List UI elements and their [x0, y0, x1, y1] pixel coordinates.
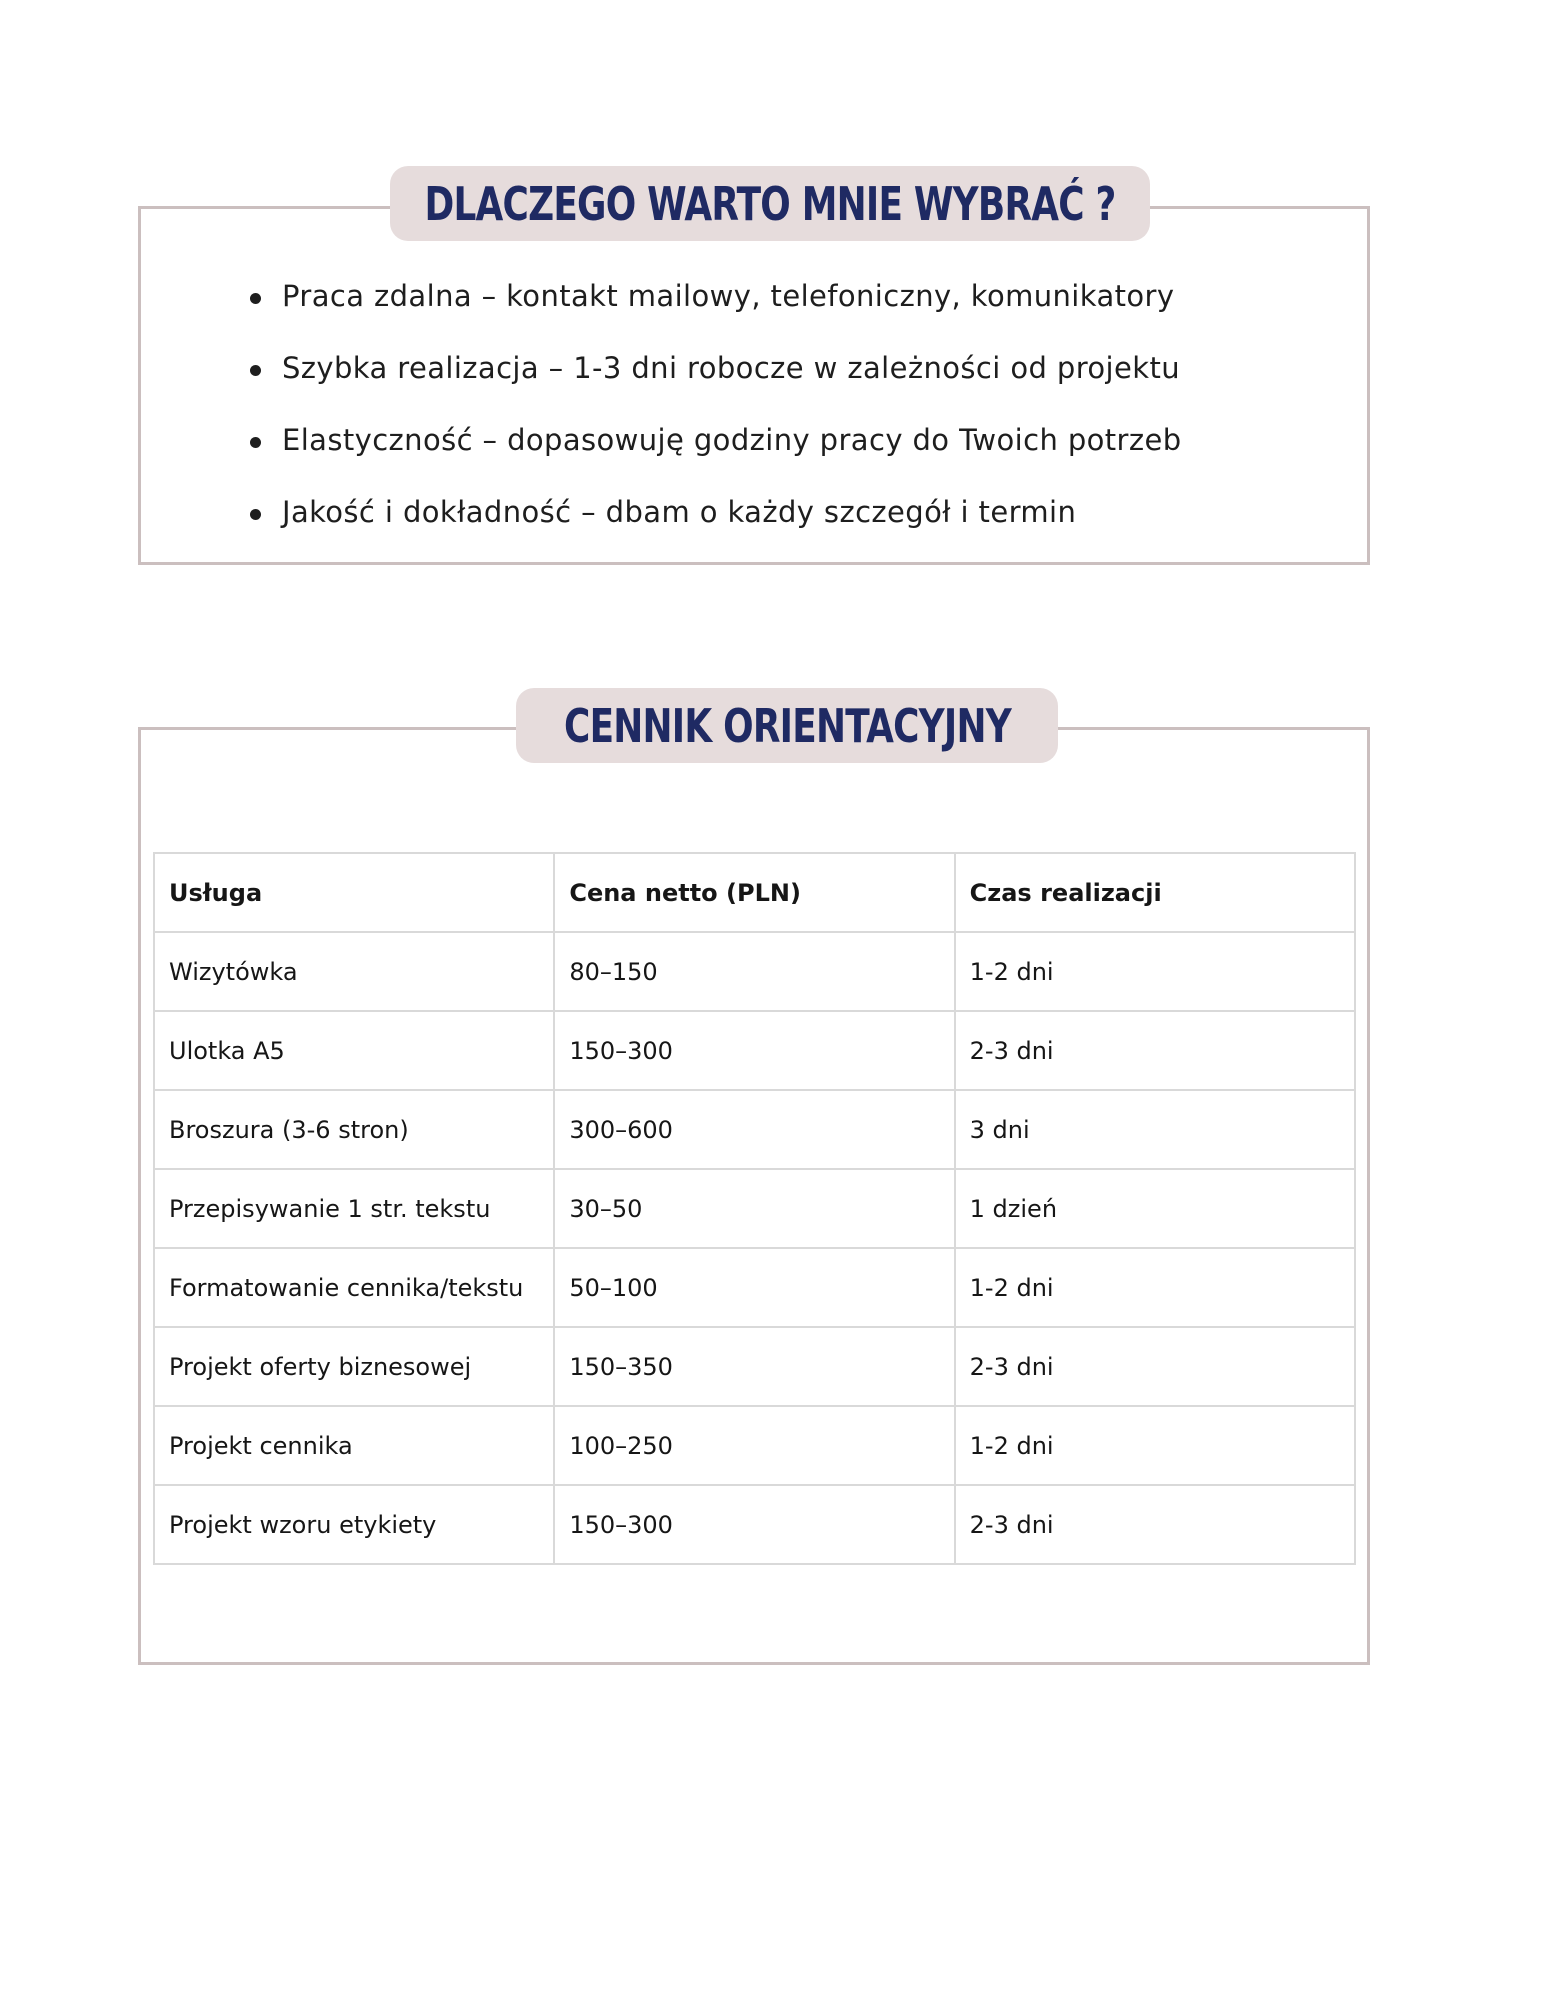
cell-time: 2-3 dni	[955, 1011, 1355, 1090]
table-row	[154, 1406, 1355, 1485]
why-list-item	[242, 482, 1182, 554]
why-section-title-text: DLACZEGO WARTO MNIE WYBRAĆ ?	[424, 176, 1116, 231]
why-list	[242, 266, 1182, 554]
cell-service: Formatowanie cennika/tekstu	[154, 1248, 554, 1327]
table-row	[154, 932, 1355, 1011]
why-item-text: Szybka realizacja – 1-3 dni robocze w zależności od projektu	[282, 351, 1180, 385]
header-service: Usługa	[154, 853, 554, 932]
why-list-item	[242, 338, 1182, 410]
cell-time: 1 dzień	[955, 1169, 1355, 1248]
why-list-item	[242, 266, 1182, 338]
table-header-row	[154, 853, 1355, 932]
cell-price: 30–50	[554, 1169, 954, 1248]
table-row	[154, 1169, 1355, 1248]
cell-service: Projekt wzoru etykiety	[154, 1485, 554, 1564]
table-row	[154, 1327, 1355, 1406]
table-row	[154, 1011, 1355, 1090]
bullet-icon	[250, 365, 261, 376]
price-section-title	[516, 688, 1058, 763]
price-section-title-text: CENNIK ORIENTACYJNY	[563, 698, 1011, 753]
cell-time: 1-2 dni	[955, 1248, 1355, 1327]
why-item-text: Praca zdalna – kontakt mailowy, telefoniczny, komunikatory	[282, 279, 1175, 313]
table-row	[154, 1090, 1355, 1169]
cell-service: Projekt cennika	[154, 1406, 554, 1485]
cell-time: 1-2 dni	[955, 1406, 1355, 1485]
cell-price: 150–300	[554, 1485, 954, 1564]
header-price: Cena netto (PLN)	[554, 853, 954, 932]
cell-price: 100–250	[554, 1406, 954, 1485]
cell-price: 150–350	[554, 1327, 954, 1406]
cell-price: 300–600	[554, 1090, 954, 1169]
cell-service: Wizytówka	[154, 932, 554, 1011]
cell-price: 150–300	[554, 1011, 954, 1090]
cell-time: 1-2 dni	[955, 932, 1355, 1011]
bullet-icon	[250, 437, 261, 448]
cell-service: Broszura (3-6 stron)	[154, 1090, 554, 1169]
cell-price: 80–150	[554, 932, 954, 1011]
why-section-title	[390, 166, 1150, 241]
table-row	[154, 1485, 1355, 1564]
why-list-item	[242, 410, 1182, 482]
cell-time: 2-3 dni	[955, 1485, 1355, 1564]
cell-time: 3 dni	[955, 1090, 1355, 1169]
why-item-text: Elastyczność – dopasowuję godziny pracy do Twoich potrzeb	[282, 423, 1182, 457]
table-row	[154, 1248, 1355, 1327]
bullet-icon	[250, 293, 261, 304]
header-time: Czas realizacji	[955, 853, 1355, 932]
cell-time: 2-3 dni	[955, 1327, 1355, 1406]
price-table	[153, 852, 1356, 1565]
cell-service: Projekt oferty biznesowej	[154, 1327, 554, 1406]
cell-price: 50–100	[554, 1248, 954, 1327]
cell-service: Ulotka A5	[154, 1011, 554, 1090]
why-item-text: Jakość i dokładność – dbam o każdy szczegół i termin	[282, 495, 1077, 529]
bullet-icon	[250, 509, 261, 520]
cell-service: Przepisywanie 1 str. tekstu	[154, 1169, 554, 1248]
